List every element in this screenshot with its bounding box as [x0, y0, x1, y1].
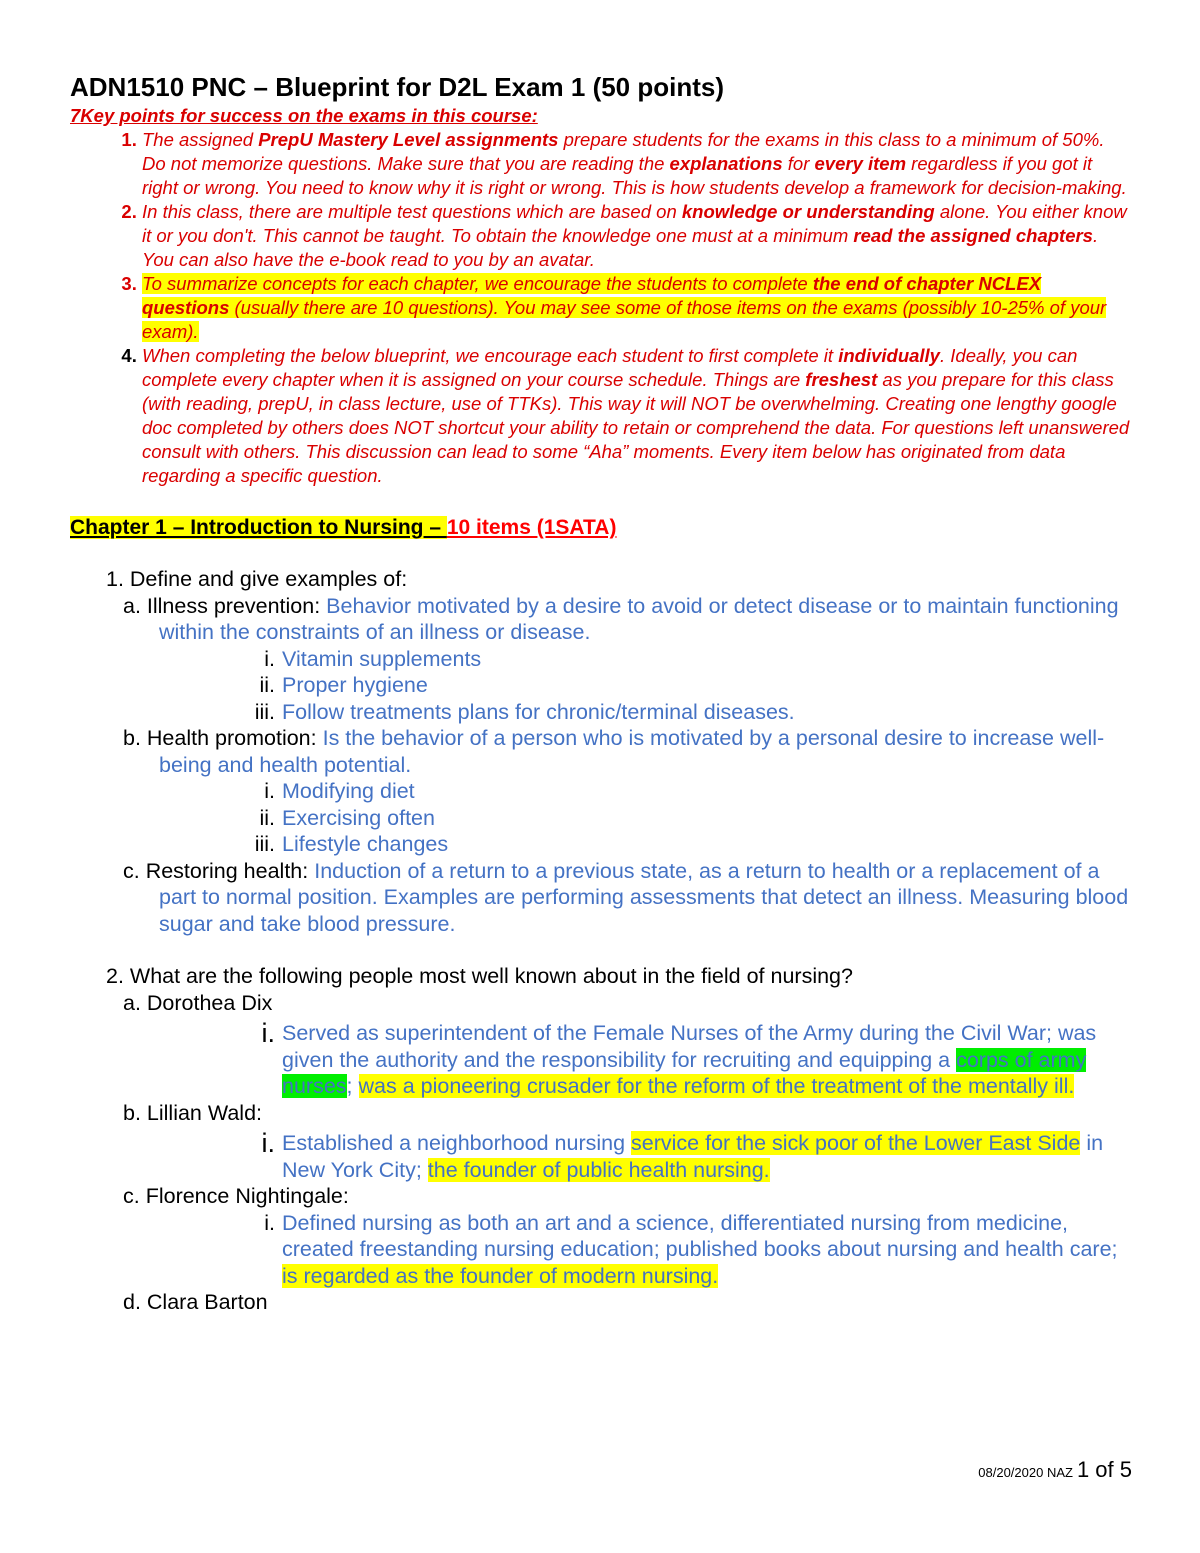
- document-page: [70, 70, 1132, 1316]
- key-point-4: 4. When completing the below blueprint, we encourage each student to first complete it individually. Ideally, you can complete every chapter when it is assigned on your course schedule. Things are freshest as you prepare for this class (with reading, prepU, in class lecture, use of TTKs). This way it will NOT be overwhelming. Creating one lengthy google doc completed by others does NOT shortcut your ability to retain or comprehend the data. For questions left unanswered consult with others. This discussion can lead to some “Aha” moments. Every item below has originated from data regarding a specific question.: [142, 344, 1132, 488]
- question-1a-example: iii. Follow treatments plans for chronic/terminal diseases.: [254, 699, 795, 724]
- key-point-3: 3. To summarize concepts for each chapter, we encourage the students to complete the end of chapter NCLEX questions (usually there are 10 questions). You may see some of those items on the exams (possibly 10-25% of your exam).: [142, 272, 1132, 344]
- key-point-1: 1. The assigned PrepU Mastery Level assignments prepare students for the exams in this class to a minimum of 50%. Do not memorize questions. Make sure that you are reading the explanations for every item regardless if you got it right or wrong. You need to know why it is right or wrong. This is how students develop a framework for decision-making.: [142, 128, 1132, 200]
- key-points-heading: 7Key points for success on the exams in this course:: [70, 105, 538, 126]
- question-1a: a. Illness prevention: Behavior motivated by a desire to avoid or detect disease or to maintain functioning within the constraints of an illness or disease.: [123, 593, 1119, 644]
- page-number: 1 of 5: [1076, 1457, 1132, 1482]
- question-2c-label: c. Florence Nightingale:: [123, 1184, 349, 1208]
- question-1b-example: iii. Lifestyle changes: [254, 832, 449, 856]
- question-2b-answer: i. Established a neighborhood nursing service for the sick poor of the Lower East Side in New York City; the founder of public health nursing.: [261, 1128, 1104, 1182]
- footer-date: 08/20/2020 NAZ: [978, 1465, 1073, 1480]
- key-point-2: 2. In this class, there are multiple test questions which are based on knowledge or understanding alone. You either know it or you don't. This cannot be taught. To obtain the knowledge one must at a minimum read the assigned chapters. You can also have the e-book read to you by an avatar.: [142, 200, 1132, 272]
- question-1-stem: 1. Define and give examples of:: [106, 567, 408, 591]
- question-1b: b. Health promotion: Is the behavior of a person who is motivated by a personal desire to increase well-being and health potential.: [123, 726, 1105, 777]
- key-points-list: [70, 128, 1132, 488]
- question-1b-example: i. Modifying diet: [264, 779, 415, 803]
- question-2a-answer: i. Served as superintendent of the Female Nurses of the Army during the Civil War; was given the authority and the responsibility for recruiting and equipping a corps of army nurses; was a pioneering crusader for the reform of the treatment of the mentally ill.: [261, 1018, 1097, 1098]
- question-2c-answer: i. Defined nursing as both an art and a science, differentiated nursing from medicine, created freestanding nursing education; published books about nursing and health care; is regarded as the founder of modern nursing.: [264, 1210, 1118, 1288]
- chapter-heading: Chapter 1 – Introduction to Nursing – 10 items (1SATA): [70, 516, 617, 539]
- question-1a-example: ii. Proper hygiene: [259, 673, 428, 697]
- question-1b-example: ii. Exercising often: [259, 805, 435, 830]
- question-2d-label: d. Clara Barton: [123, 1290, 268, 1314]
- question-1a-example: i. Vitamin supplements: [264, 646, 482, 671]
- question-2a-label: a. Dorothea Dix: [123, 990, 273, 1015]
- question-2-stem: 2. What are the following people most well known about in the field of nursing?: [106, 964, 853, 988]
- page-title: ADN1510 PNC – Blueprint for D2L Exam 1 (50 points): [70, 72, 725, 102]
- question-1c: c. Restoring health: Induction of a return to a previous state, as a return to health or a replacement of a part to normal position. Examples are performing assessments that detect an illness. Measuring blood sugar and take blood pressure.: [123, 858, 1129, 936]
- page-footer: [978, 1457, 1132, 1483]
- chapter-item-count: 10 items (1SATA): [446, 516, 617, 539]
- question-2b-label: b. Lillian Wald:: [123, 1100, 263, 1125]
